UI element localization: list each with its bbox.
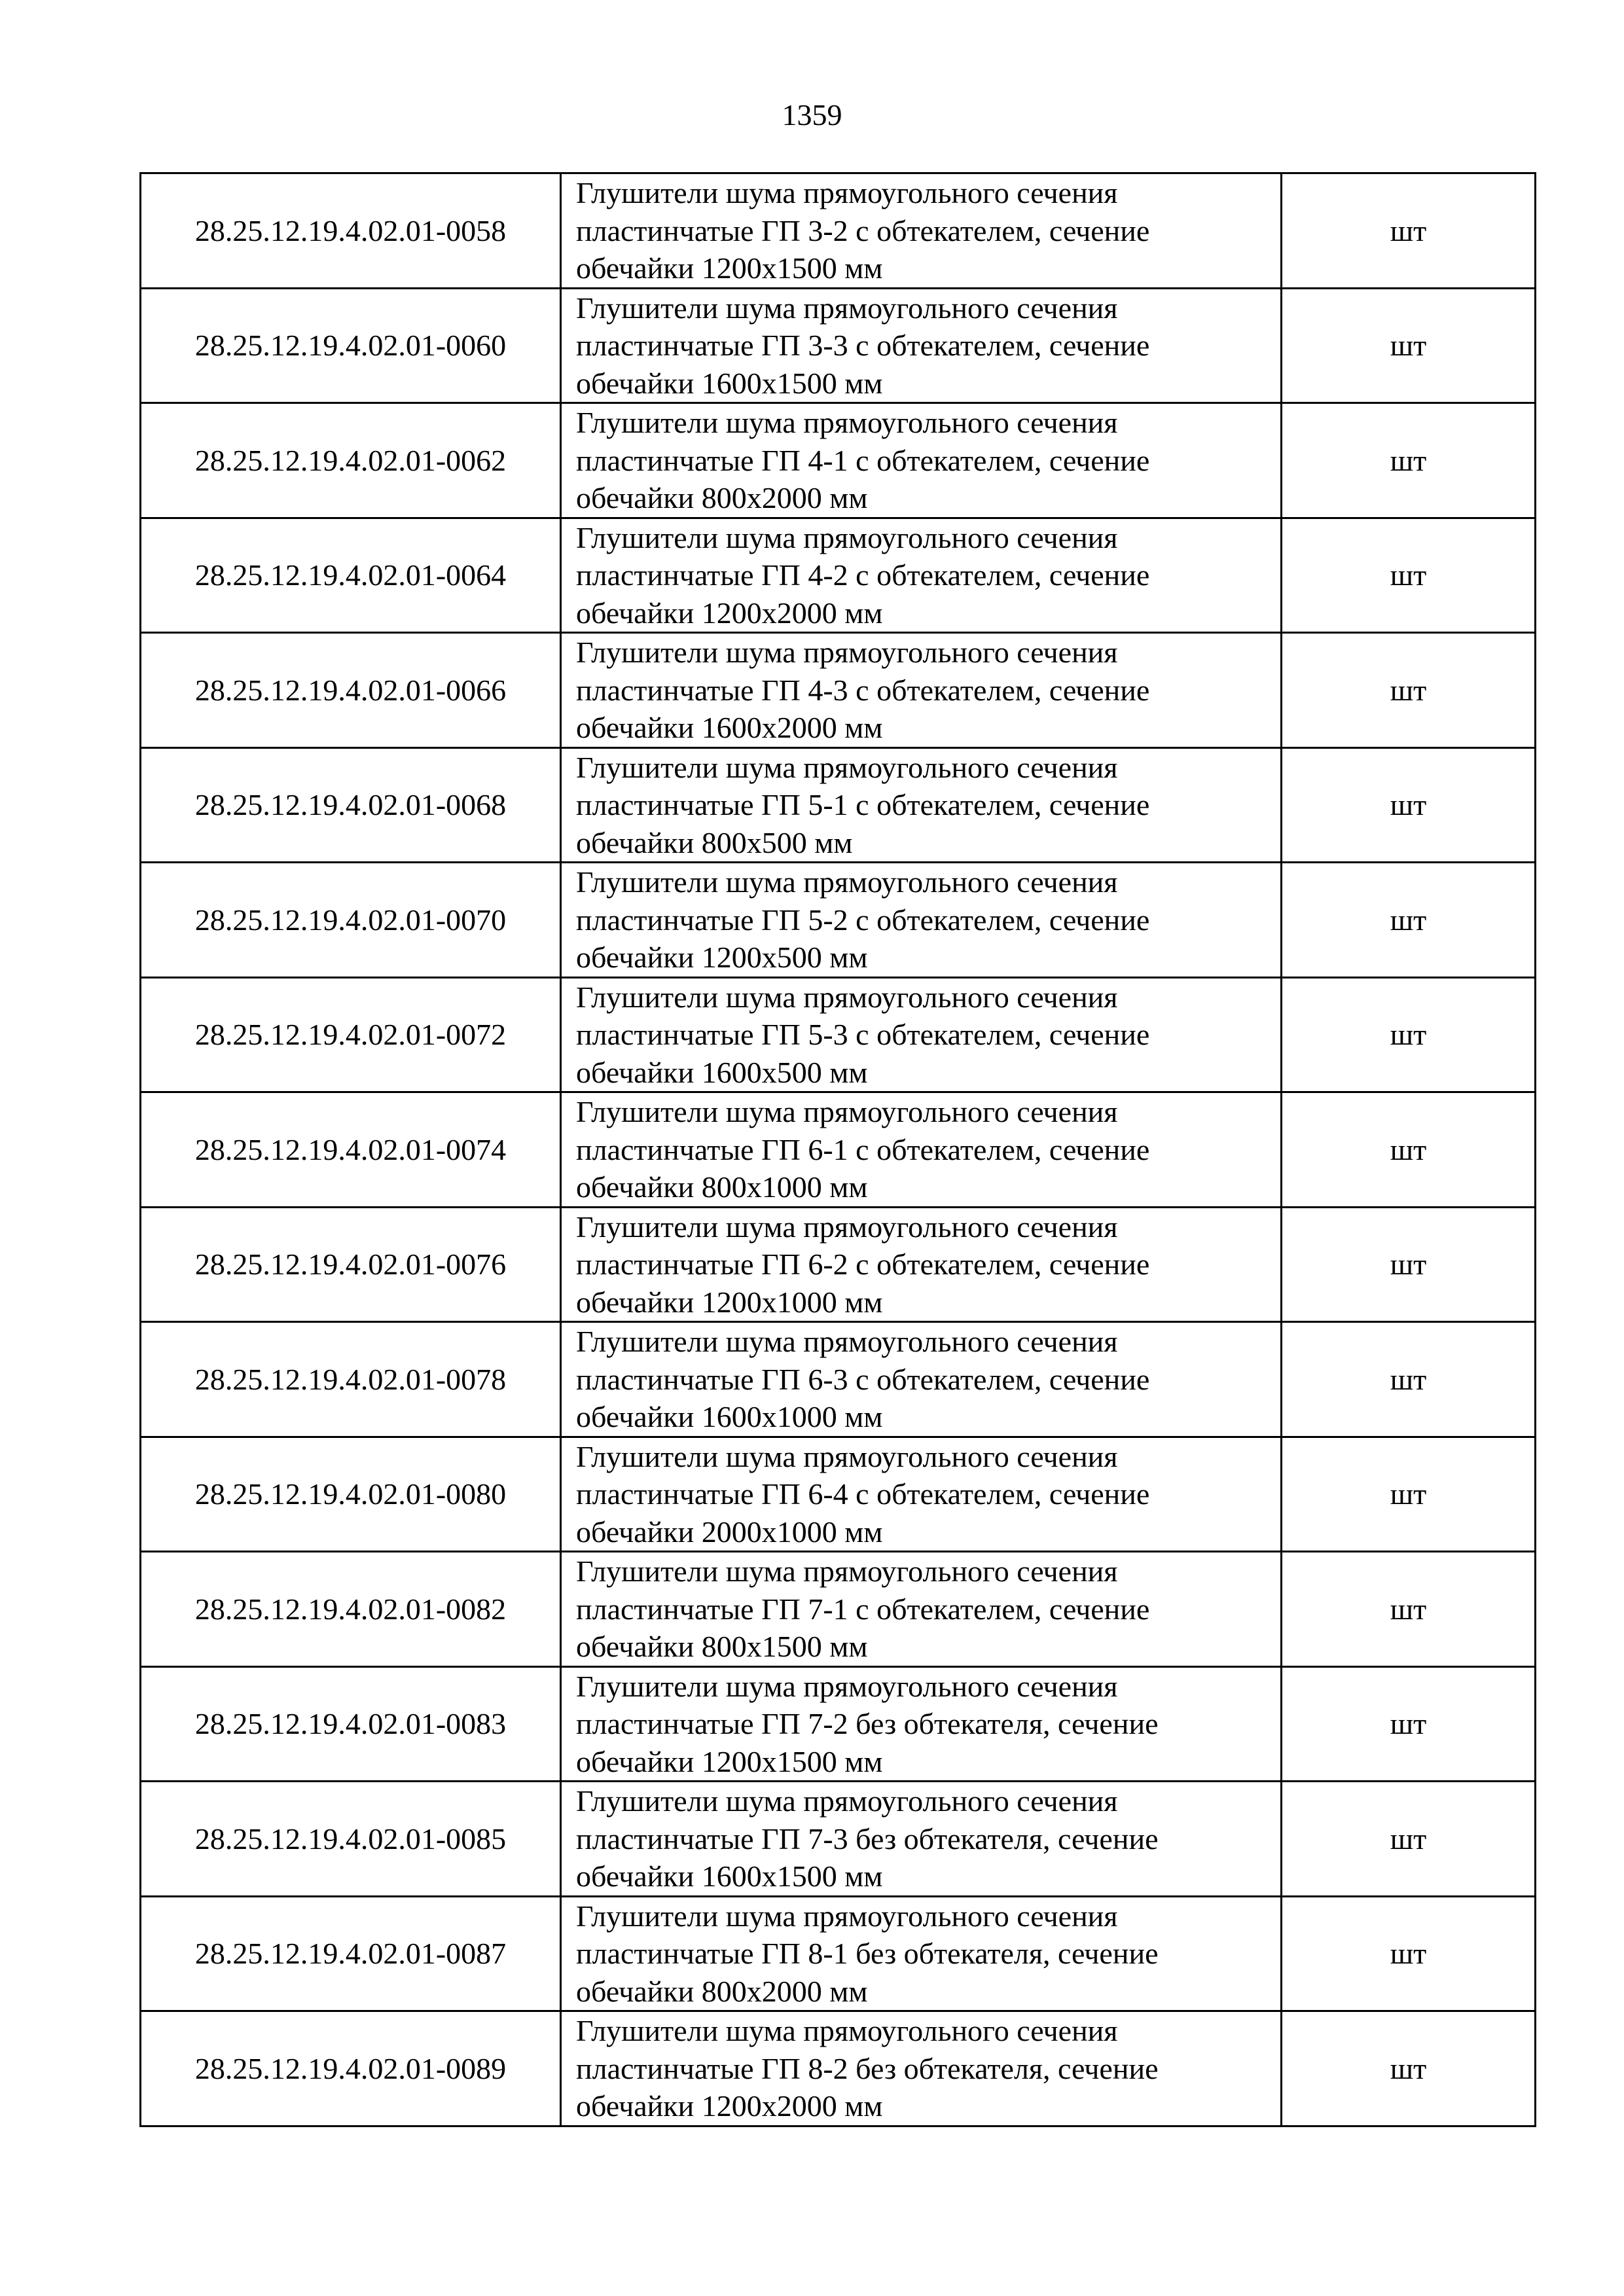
description-line: Глушители шума прямоугольного сечения	[576, 1210, 1118, 1244]
description-line: пластинчатые ГП 8-1 без обтекателя, сечение	[576, 1937, 1159, 1970]
description-line: пластинчатые ГП 5-1 с обтекателем, сечение	[576, 788, 1150, 821]
table-row	[141, 288, 1536, 403]
description-line: обечайки 1200х500 мм	[576, 941, 868, 974]
resource-code: 28.25.12.19.4.02.01-0066	[141, 633, 561, 748]
unit-of-measure: шт	[1282, 518, 1536, 633]
resource-code: 28.25.12.19.4.02.01-0062	[141, 403, 561, 518]
description-line: обечайки 1600х1000 мм	[576, 1400, 883, 1433]
resource-description	[561, 1896, 1282, 2011]
resource-code: 28.25.12.19.4.02.01-0083	[141, 1666, 561, 1782]
description-line: обечайки 1200х1500 мм	[576, 1744, 883, 1778]
description-line: обечайки 800х2000 мм	[576, 1974, 868, 2008]
table-row	[141, 1322, 1536, 1437]
resource-description	[561, 747, 1282, 863]
description-line: пластинчатые ГП 6-1 с обтекателем, сечение	[576, 1132, 1150, 1166]
description-line: Глушители шума прямоугольного сечения	[576, 1899, 1118, 1933]
table-row	[141, 173, 1536, 289]
resource-code: 28.25.12.19.4.02.01-0085	[141, 1782, 561, 1897]
description-line: обечайки 1200х2000 мм	[576, 596, 883, 630]
resource-code: 28.25.12.19.4.02.01-0089	[141, 2011, 561, 2126]
table-row	[141, 633, 1536, 748]
description-line: пластинчатые ГП 4-3 с обтекателем, сечение	[576, 673, 1150, 707]
description-line: пластинчатые ГП 7-3 без обтекателя, сечение	[576, 1821, 1159, 1856]
unit-of-measure: шт	[1282, 633, 1536, 748]
unit-of-measure: шт	[1282, 1896, 1536, 2011]
description-line: Глушители шума прямоугольного сечения	[576, 1325, 1118, 1358]
description-line: Глушители шума прямоугольного сечения	[576, 1669, 1118, 1703]
table-row	[141, 403, 1536, 518]
unit-of-measure: шт	[1282, 1207, 1536, 1322]
description-line: Глушители шума прямоугольного сечения	[576, 406, 1118, 439]
resource-code: 28.25.12.19.4.02.01-0072	[141, 977, 561, 1092]
resource-code: 28.25.12.19.4.02.01-0082	[141, 1552, 561, 1667]
unit-of-measure: шт	[1282, 747, 1536, 863]
description-line: Глушители шума прямоугольного сечения	[576, 636, 1118, 669]
description-line: Глушители шума прямоугольного сечения	[576, 291, 1118, 325]
resource-description	[561, 1552, 1282, 1667]
unit-of-measure: шт	[1282, 1782, 1536, 1897]
unit-of-measure: шт	[1282, 1322, 1536, 1437]
resource-code: 28.25.12.19.4.02.01-0080	[141, 1437, 561, 1552]
unit-of-measure: шт	[1282, 173, 1536, 289]
unit-of-measure: шт	[1282, 977, 1536, 1092]
resource-code: 28.25.12.19.4.02.01-0078	[141, 1322, 561, 1437]
unit-of-measure: шт	[1282, 1666, 1536, 1782]
table-row	[141, 1896, 1536, 2011]
resource-code: 28.25.12.19.4.02.01-0058	[141, 173, 561, 289]
resource-code: 28.25.12.19.4.02.01-0076	[141, 1207, 561, 1322]
description-line: пластинчатые ГП 3-2 с обтекателем, сечение	[576, 213, 1150, 247]
description-line: обечайки 1200х1000 мм	[576, 1285, 883, 1319]
description-line: Глушители шума прямоугольного сечения	[576, 1439, 1118, 1473]
resource-description	[561, 1092, 1282, 1208]
description-line: пластинчатые ГП 3-3 с обтекателем, сечение	[576, 329, 1150, 362]
description-line: пластинчатые ГП 5-2 с обтекателем, сечение	[576, 903, 1150, 937]
resource-code: 28.25.12.19.4.02.01-0060	[141, 288, 561, 403]
resource-code: 28.25.12.19.4.02.01-0070	[141, 863, 561, 978]
description-line: обечайки 2000х1000 мм	[576, 1515, 883, 1549]
description-line: пластинчатые ГП 4-1 с обтекателем, сечение	[576, 443, 1150, 477]
table-row	[141, 1666, 1536, 1782]
resource-code: 28.25.12.19.4.02.01-0074	[141, 1092, 561, 1208]
description-line: обечайки 1600х1500 мм	[576, 366, 883, 400]
description-line: Глушители шума прямоугольного сечения	[576, 1784, 1118, 1818]
table-row	[141, 2011, 1536, 2126]
description-line: пластинчатые ГП 4-2 с обтекателем, сечение	[576, 558, 1150, 592]
resource-description	[561, 173, 1282, 289]
table-row	[141, 1207, 1536, 1322]
resource-description	[561, 518, 1282, 633]
resource-description	[561, 1322, 1282, 1437]
description-line: пластинчатые ГП 6-4 с обтекателем, сечение	[576, 1477, 1150, 1511]
description-line: Глушители шума прямоугольного сечения	[576, 980, 1118, 1014]
description-line: обечайки 1200х1500 мм	[576, 251, 883, 285]
resource-description	[561, 1782, 1282, 1897]
unit-of-measure: шт	[1282, 1092, 1536, 1208]
description-line: пластинчатые ГП 5-3 с обтекателем, сечение	[576, 1018, 1150, 1051]
unit-of-measure: шт	[1282, 2011, 1536, 2126]
resource-description	[561, 977, 1282, 1092]
table-body	[141, 173, 1536, 2126]
description-line: обечайки 800х500 мм	[576, 825, 853, 859]
description-line: обечайки 800х2000 мм	[576, 481, 868, 514]
description-line: пластинчатые ГП 8-2 без обтекателя, сечение	[576, 2051, 1159, 2085]
unit-of-measure: шт	[1282, 1552, 1536, 1667]
description-line: пластинчатые ГП 6-3 с обтекателем, сечение	[576, 1362, 1150, 1396]
description-line: Глушители шума прямоугольного сечения	[576, 520, 1118, 554]
unit-of-measure: шт	[1282, 403, 1536, 518]
resource-description	[561, 1437, 1282, 1552]
description-line: Глушители шума прямоугольного сечения	[576, 865, 1118, 899]
catalog-table	[139, 172, 1536, 2127]
description-line: Глушители шума прямоугольного сечения	[576, 1554, 1118, 1588]
resource-description	[561, 2011, 1282, 2126]
description-line: обечайки 1200х2000 мм	[576, 2089, 883, 2123]
table-row	[141, 977, 1536, 1092]
resource-code: 28.25.12.19.4.02.01-0068	[141, 747, 561, 863]
resource-description	[561, 863, 1282, 978]
description-line: обечайки 1600х500 мм	[576, 1055, 868, 1089]
unit-of-measure: шт	[1282, 863, 1536, 978]
unit-of-measure: шт	[1282, 288, 1536, 403]
table-row	[141, 1437, 1536, 1552]
description-line: обечайки 1600х2000 мм	[576, 711, 883, 744]
table-row	[141, 518, 1536, 633]
description-line: пластинчатые ГП 7-2 без обтекателя, сечение	[576, 1707, 1159, 1740]
description-line: Глушители шума прямоугольного сечения	[576, 2014, 1118, 2047]
page-number: 1359	[782, 98, 842, 132]
description-line: обечайки 1600х1500 мм	[576, 1859, 883, 1893]
description-line: Глушители шума прямоугольного сечения	[576, 1095, 1118, 1128]
table-row	[141, 1552, 1536, 1667]
unit-of-measure: шт	[1282, 1437, 1536, 1552]
description-line: Глушители шума прямоугольного сечения	[576, 750, 1118, 784]
resource-description	[561, 1666, 1282, 1782]
table-row	[141, 747, 1536, 863]
resource-description	[561, 1207, 1282, 1322]
table-row	[141, 863, 1536, 978]
resource-description	[561, 403, 1282, 518]
description-line: Глушители шума прямоугольного сечения	[576, 176, 1118, 209]
description-line: пластинчатые ГП 6-2 с обтекателем, сечение	[576, 1247, 1150, 1281]
description-line: обечайки 800х1000 мм	[576, 1170, 868, 1204]
table-row	[141, 1092, 1536, 1208]
resource-description	[561, 633, 1282, 748]
table-row	[141, 1782, 1536, 1897]
description-line: обечайки 800х1500 мм	[576, 1630, 868, 1663]
resource-description	[561, 288, 1282, 403]
resource-code: 28.25.12.19.4.02.01-0064	[141, 518, 561, 633]
description-line: пластинчатые ГП 7-1 с обтекателем, сечение	[576, 1592, 1150, 1626]
resource-code: 28.25.12.19.4.02.01-0087	[141, 1896, 561, 2011]
